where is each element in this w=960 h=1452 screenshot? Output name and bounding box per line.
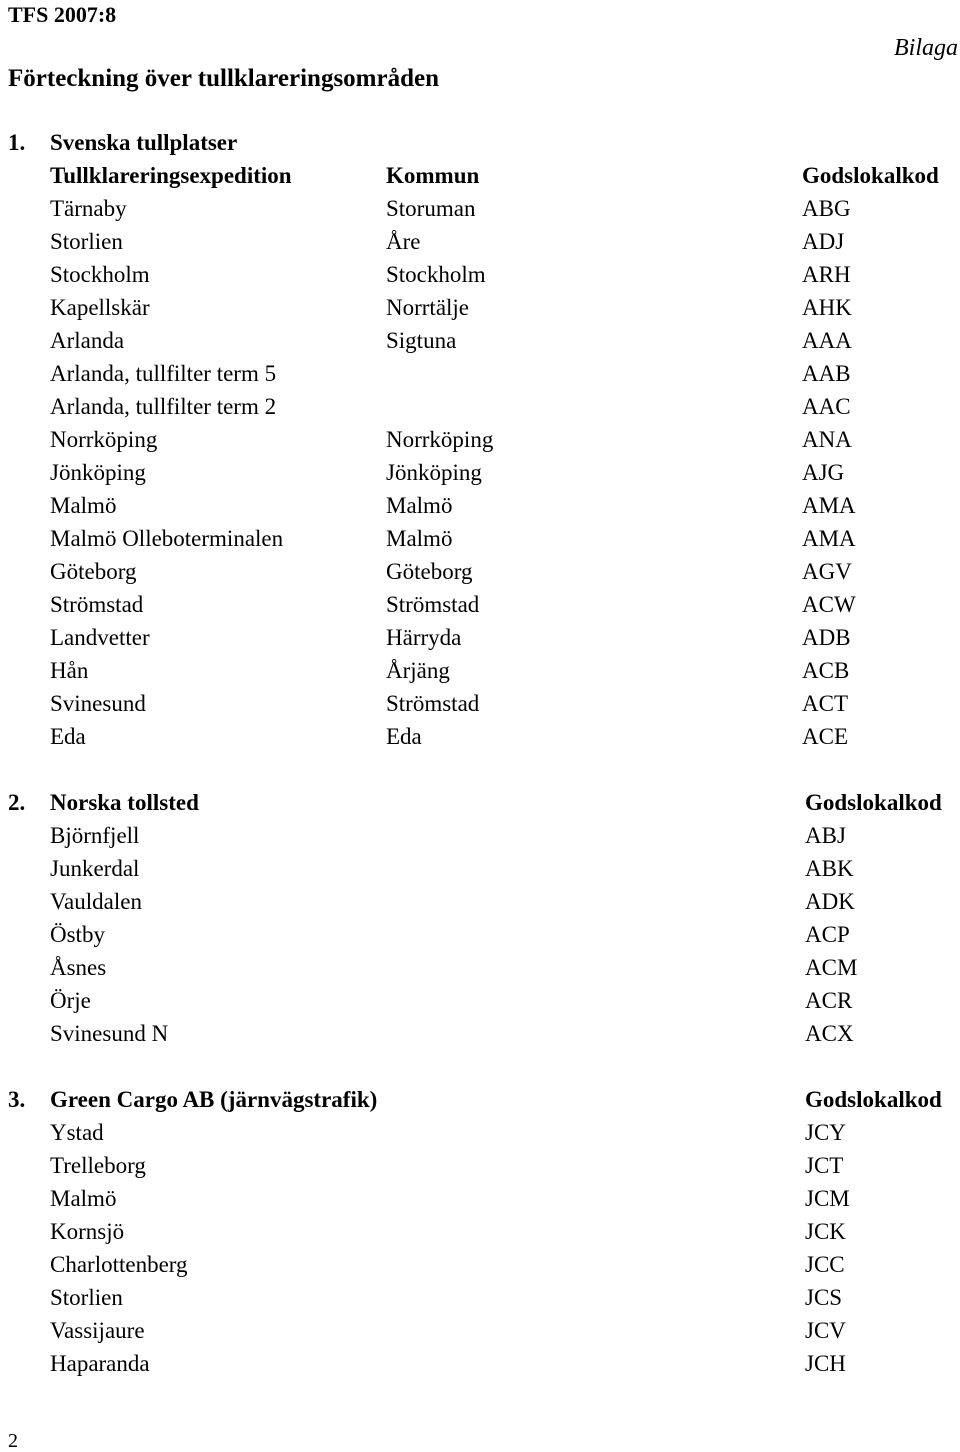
row-kommun: Härryda: [386, 625, 462, 650]
page-title: Förteckning över tullklareringsområden: [8, 65, 439, 92]
section-1-heading: [0, 131, 960, 164]
section-3-heading: [0, 1088, 960, 1121]
table-row: [0, 1187, 960, 1220]
row-name: Jönköping: [50, 460, 146, 485]
table-row: [0, 428, 960, 461]
row-name: Göteborg: [50, 559, 137, 584]
row-kommun: Norrtälje: [386, 295, 470, 320]
table-row: [0, 1286, 960, 1319]
row-kommun: Sigtuna: [386, 328, 457, 353]
row-code: AGV: [802, 559, 852, 584]
table-row: [0, 263, 960, 296]
table-row: [0, 1352, 960, 1385]
column-header-expedition: Tullklareringsexpedition: [50, 163, 292, 188]
table-row: [0, 329, 960, 362]
row-code: AHK: [802, 295, 852, 320]
row-code: JCV: [805, 1318, 846, 1343]
row-kommun: Norrköping: [386, 427, 494, 452]
row-name: Hån: [50, 658, 89, 683]
table-row: [0, 1121, 960, 1154]
document-id: TFS 2007:8: [8, 2, 117, 27]
row-kommun: Storuman: [386, 196, 476, 221]
table-row: [0, 1319, 960, 1352]
table-row: [0, 659, 960, 692]
row-code: AMA: [802, 526, 856, 551]
row-name: Malmö: [50, 493, 117, 518]
table-row: [0, 923, 960, 956]
table-row: [0, 1022, 960, 1055]
row-name: Stockholm: [50, 262, 150, 287]
row-code: JCS: [805, 1285, 843, 1310]
row-name: Svinesund: [50, 691, 146, 716]
section-number: 2.: [8, 790, 26, 815]
row-kommun: Malmö: [386, 526, 453, 551]
row-kommun: Jönköping: [386, 460, 482, 485]
row-code: ABJ: [805, 823, 846, 848]
row-kommun: Stockholm: [386, 262, 486, 287]
appendix-label: Bilaga: [894, 35, 958, 61]
table-row: [0, 1253, 960, 1286]
row-code: ACR: [805, 988, 853, 1013]
row-kommun: Göteborg: [386, 559, 473, 584]
section-2-heading: [0, 791, 960, 824]
row-code: ABK: [805, 856, 854, 881]
row-code: JCM: [805, 1186, 850, 1211]
row-code: ACB: [802, 658, 850, 683]
table-row: [0, 824, 960, 857]
table-row: [0, 395, 960, 428]
row-name: Storlien: [50, 1285, 123, 1310]
row-name: Charlottenberg: [50, 1252, 188, 1277]
row-code: JCT: [805, 1153, 844, 1178]
table-row: [0, 527, 960, 560]
row-code: AAA: [802, 328, 852, 353]
row-name: Haparanda: [50, 1351, 150, 1376]
row-name: Junkerdal: [50, 856, 140, 881]
table-row: [0, 593, 960, 626]
row-name: Storlien: [50, 229, 123, 254]
row-code: AAB: [802, 361, 851, 386]
row-kommun: Malmö: [386, 493, 453, 518]
row-name: Kapellskär: [50, 295, 150, 320]
row-name: Vauldalen: [50, 889, 142, 914]
section-title: Green Cargo AB (järnvägstrafik): [50, 1087, 378, 1112]
row-code: JCH: [805, 1351, 846, 1376]
table-row: [0, 461, 960, 494]
row-code: ACX: [805, 1021, 854, 1046]
table-row: [0, 1154, 960, 1187]
table-row: [0, 890, 960, 923]
row-kommun: Eda: [386, 724, 422, 749]
row-name: Arlanda, tullfilter term 2: [50, 394, 277, 419]
row-code: ACM: [805, 955, 858, 980]
row-name: Eda: [50, 724, 86, 749]
table-row: [0, 989, 960, 1022]
row-code: ABG: [802, 196, 851, 221]
row-code: ACW: [802, 592, 856, 617]
table-row: [0, 1220, 960, 1253]
table-row: [0, 494, 960, 527]
row-code: ACT: [802, 691, 848, 716]
row-name: Trelleborg: [50, 1153, 146, 1178]
row-name: Strömstad: [50, 592, 144, 617]
row-kommun: Årjäng: [386, 658, 450, 683]
row-code: ARH: [802, 262, 851, 287]
row-code: ACP: [805, 922, 850, 947]
row-name: Malmö: [50, 1186, 117, 1211]
column-header-code: Godslokalkod: [805, 1087, 942, 1112]
row-name: Svinesund N: [50, 1021, 169, 1046]
table-row: [0, 560, 960, 593]
table-row: [0, 296, 960, 329]
section-number: 3.: [8, 1087, 26, 1112]
row-code: JCY: [805, 1120, 846, 1145]
row-kommun: Strömstad: [386, 691, 480, 716]
section-number: 1.: [8, 130, 26, 155]
column-header-kommun: Kommun: [386, 163, 480, 188]
table-row: [0, 956, 960, 989]
section-title: Norska tollsted: [50, 790, 199, 815]
column-header-code: Godslokalkod: [802, 163, 939, 188]
row-name: Örje: [50, 988, 91, 1013]
row-code: ADB: [802, 625, 851, 650]
row-name: Malmö Olleboterminalen: [50, 526, 284, 551]
row-code: AJG: [802, 460, 845, 485]
row-name: Ystad: [50, 1120, 104, 1145]
row-name: Östby: [50, 922, 105, 947]
table-row: [0, 197, 960, 230]
row-kommun: Åre: [386, 229, 421, 254]
row-code: ADK: [805, 889, 855, 914]
table-row: [0, 857, 960, 890]
row-name: Vassijaure: [50, 1318, 145, 1343]
table-row: [0, 362, 960, 395]
row-name: Kornsjö: [50, 1219, 125, 1244]
table-row: [0, 725, 960, 758]
page-number: 2: [8, 1430, 18, 1452]
row-code: AMA: [802, 493, 856, 518]
row-code: AAC: [802, 394, 851, 419]
row-code: JCC: [805, 1252, 845, 1277]
row-kommun: Strömstad: [386, 592, 480, 617]
table-row: [0, 230, 960, 263]
row-name: Tärnaby: [50, 196, 127, 221]
table-row: [0, 626, 960, 659]
row-name: Arlanda, tullfilter term 5: [50, 361, 277, 386]
row-name: Arlanda: [50, 328, 125, 353]
row-name: Landvetter: [50, 625, 150, 650]
row-name: Åsnes: [50, 955, 107, 980]
row-name: Björnfjell: [50, 823, 140, 848]
row-code: ANA: [802, 427, 852, 452]
row-name: Norrköping: [50, 427, 158, 452]
column-header-code: Godslokalkod: [805, 790, 942, 815]
row-code: JCK: [805, 1219, 846, 1244]
section-1-column-headers: [0, 164, 960, 197]
row-code: ACE: [802, 724, 848, 749]
row-code: ADJ: [802, 229, 845, 254]
section-title: Svenska tullplatser: [50, 130, 238, 155]
table-row: [0, 692, 960, 725]
